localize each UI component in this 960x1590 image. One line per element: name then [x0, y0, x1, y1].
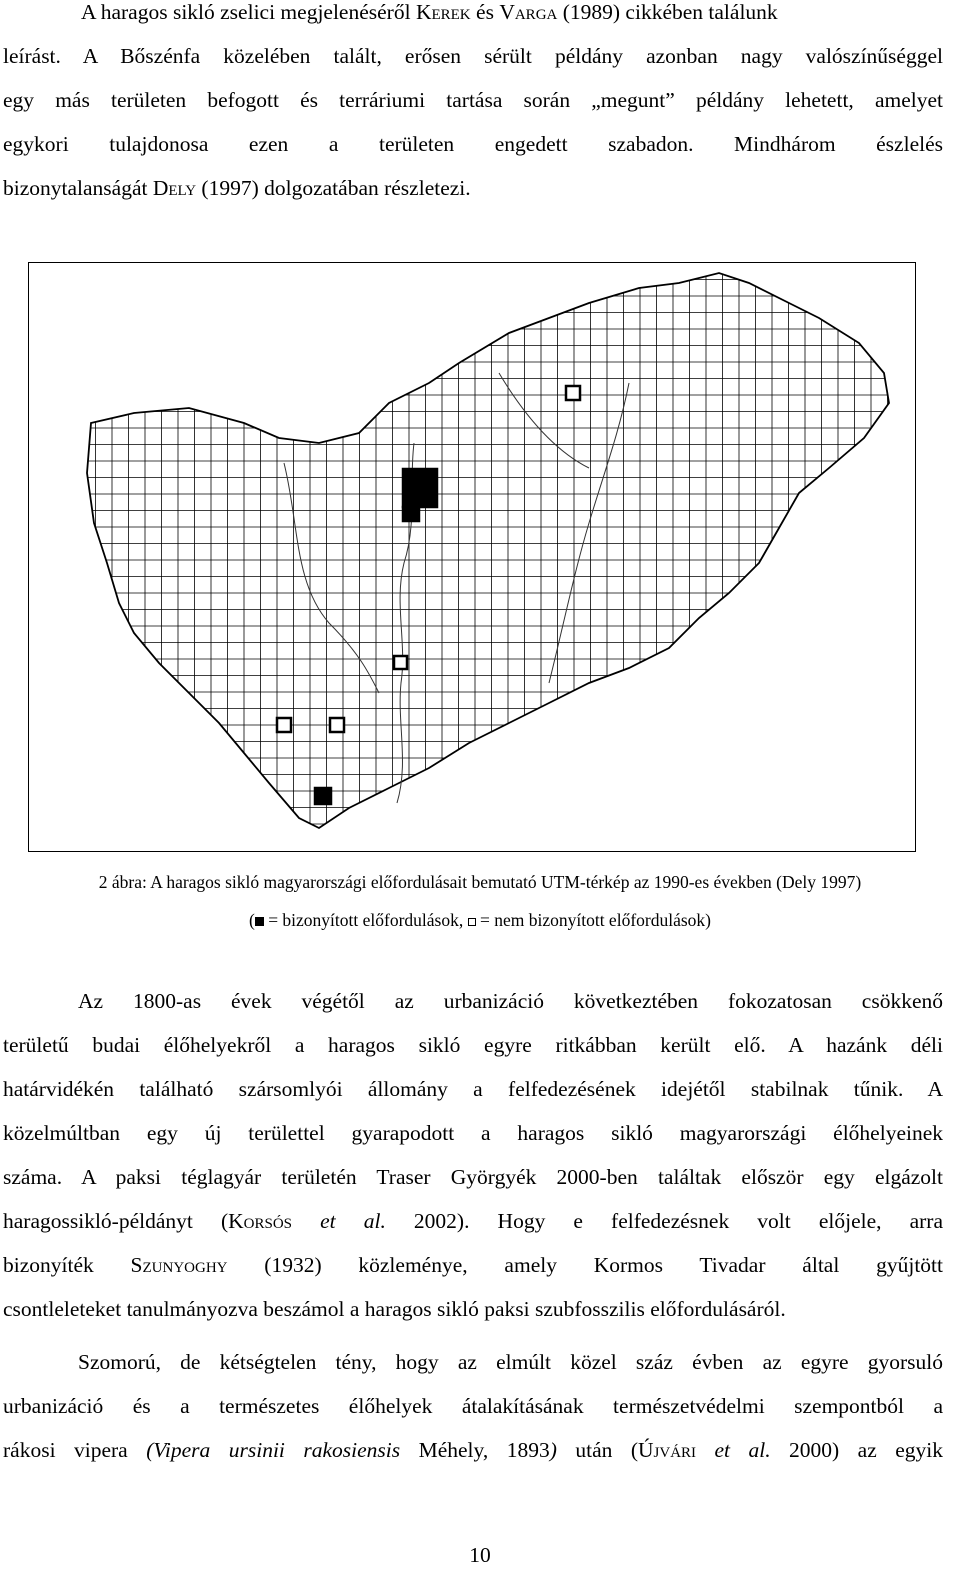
- text-line: száma. A paksi téglagyár területén Traser Györgyék 2000-ben találtak először egy elgázolt: [3, 1165, 943, 1189]
- main-paragraph: [3, 979, 943, 1331]
- last-paragraph: [3, 1340, 943, 1472]
- small-caps-name: Újvári: [638, 1438, 697, 1462]
- rivers: [284, 373, 629, 803]
- unconfirmed-square: [394, 656, 407, 669]
- italic-text: et al.: [714, 1438, 771, 1462]
- legend-paren: (: [248, 910, 255, 930]
- small-caps-name: Kerek: [415, 0, 471, 24]
- small-caps-name: Dely: [152, 176, 197, 200]
- unconfirmed-square: [277, 718, 291, 732]
- text-line: Szomorú, de kétségtelen tény, hogy az elmúlt közel száz évben az egyre gyorsuló: [78, 1350, 943, 1374]
- text-line: haragossikló-példányt (Korsós et al. 2002). Hogy e felfedezésnek volt előjele, arra: [3, 1209, 944, 1233]
- page-number: 10: [469, 1543, 491, 1567]
- confirmed-square-icon: [255, 917, 264, 926]
- text-line: egy más területen befogott és terráriumi tartása során „megunt” példány lehetett, amelyet: [3, 88, 943, 112]
- confirmed-square: [315, 788, 331, 804]
- italic-text: ): [549, 1438, 557, 1462]
- small-caps-name: Szunyoghy: [130, 1253, 228, 1277]
- unconfirmed-square: [330, 718, 344, 732]
- italic-text: (Vipera ursinii rakosiensis: [146, 1438, 401, 1462]
- text-line: urbanizáció és a természetes élőhelyek átalakításának természetvédelmi szempontból a: [3, 1394, 943, 1418]
- unconfirmed-square: [566, 386, 580, 400]
- utm-distribution-map: [28, 262, 916, 852]
- text-line: A haragos sikló zselici megjelenéséről Kerek és Varga (1989) cikkében találunk: [81, 0, 778, 24]
- unconfirmed-square-icon: [468, 918, 476, 926]
- small-caps-name: Korsós: [228, 1209, 293, 1233]
- text-line: bizonyíték Szunyoghy (1932) közleménye, amely Kormos Tivadar által gyűjtött: [3, 1253, 943, 1277]
- italic-text: et al.: [320, 1209, 386, 1233]
- legend-confirmed-label: = bizonyított előfordulások,: [263, 910, 468, 930]
- figure-caption: [0, 872, 960, 893]
- text-line: határvidékén található szársomlyói állomány a felfedezésének idejétől stabilnak tűnik. A: [3, 1077, 943, 1101]
- text-line: területű budai élőhelyekről a haragos sikló egyre ritkábban került elő. A hazánk déli: [3, 1033, 943, 1057]
- text-line: csontleleteket tanulmányozva beszámol a haragos sikló paksi szubfosszilis előfordulásáról.: [3, 1297, 786, 1321]
- lake-outline: [284, 463, 379, 693]
- text-line: közelmúltban egy új területtel gyarapodott a haragos sikló magyarországi élőhelyeinek: [3, 1121, 943, 1145]
- figure-legend: [0, 910, 960, 931]
- text-line: rákosi vipera (Vipera ursinii rakosiensis Méhely, 1893) után (Újvári et al. 2000) az egyik: [3, 1438, 944, 1462]
- confirmed-square: [403, 469, 437, 507]
- confirmed-square: [403, 507, 419, 521]
- small-caps-name: Varga: [499, 0, 558, 24]
- text-line: Az 1800-as évek végétől az urbanizáció következtében fokozatosan csökkenő: [78, 989, 943, 1013]
- text-line: egykori tulajdonosa ezen a területen engedett szabadon. Mindhárom észlelés: [3, 132, 943, 156]
- top-paragraph: [3, 0, 943, 210]
- legend-unconfirmed-label: = nem bizonyított előfordulások): [475, 910, 711, 930]
- text-line: leírást. A Bőszénfa közelében talált, erősen sérült példány azonban nagy valószínűséggel: [3, 44, 943, 68]
- hungary-utm-grid-map: [29, 263, 915, 851]
- caption-line-1: 2 ábra: A haragos sikló magyarországi előfordulásait bemutató UTM-térkép az 1990-es években (Dely 1997): [98, 872, 862, 892]
- text-line: bizonytalanságát Dely (1997) dolgozatában részletezi.: [3, 176, 471, 200]
